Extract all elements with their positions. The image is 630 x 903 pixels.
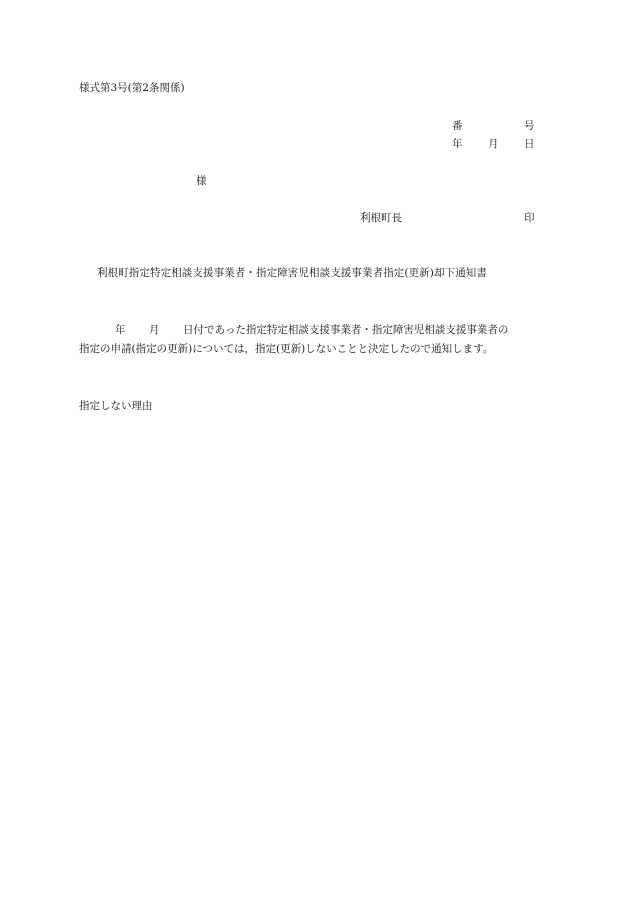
reason-heading: 指定しない理由 [79,400,153,412]
document-number-suffix: 号 [524,120,535,132]
body-month-label: 月 [149,324,160,336]
body-year-label: 年 [115,324,126,336]
form-number: 様式第3号(第2条関係) [79,82,185,94]
date-month-label: 月 [488,138,499,150]
issuer-name: 利根町長 [360,212,402,224]
body-paragraph-line-1: 日付であった指定特定相談支援事業者・指定障害児相談支援事業者の [183,324,509,336]
body-paragraph-line-2: 指定の申請(指定の更新)については，指定(更新)しないことと決定したので通知します。 [79,343,494,355]
date-year-label: 年 [452,138,463,150]
document-number-label: 番 [452,120,463,132]
issuer-seal-mark: 印 [524,212,535,224]
document-title: 利根町指定特定相談支援事業者・指定障害児相談支援事業者指定(更新)却下通知書 [97,267,487,279]
date-day-label: 日 [524,138,535,150]
addressee-honorific: 様 [196,175,207,187]
